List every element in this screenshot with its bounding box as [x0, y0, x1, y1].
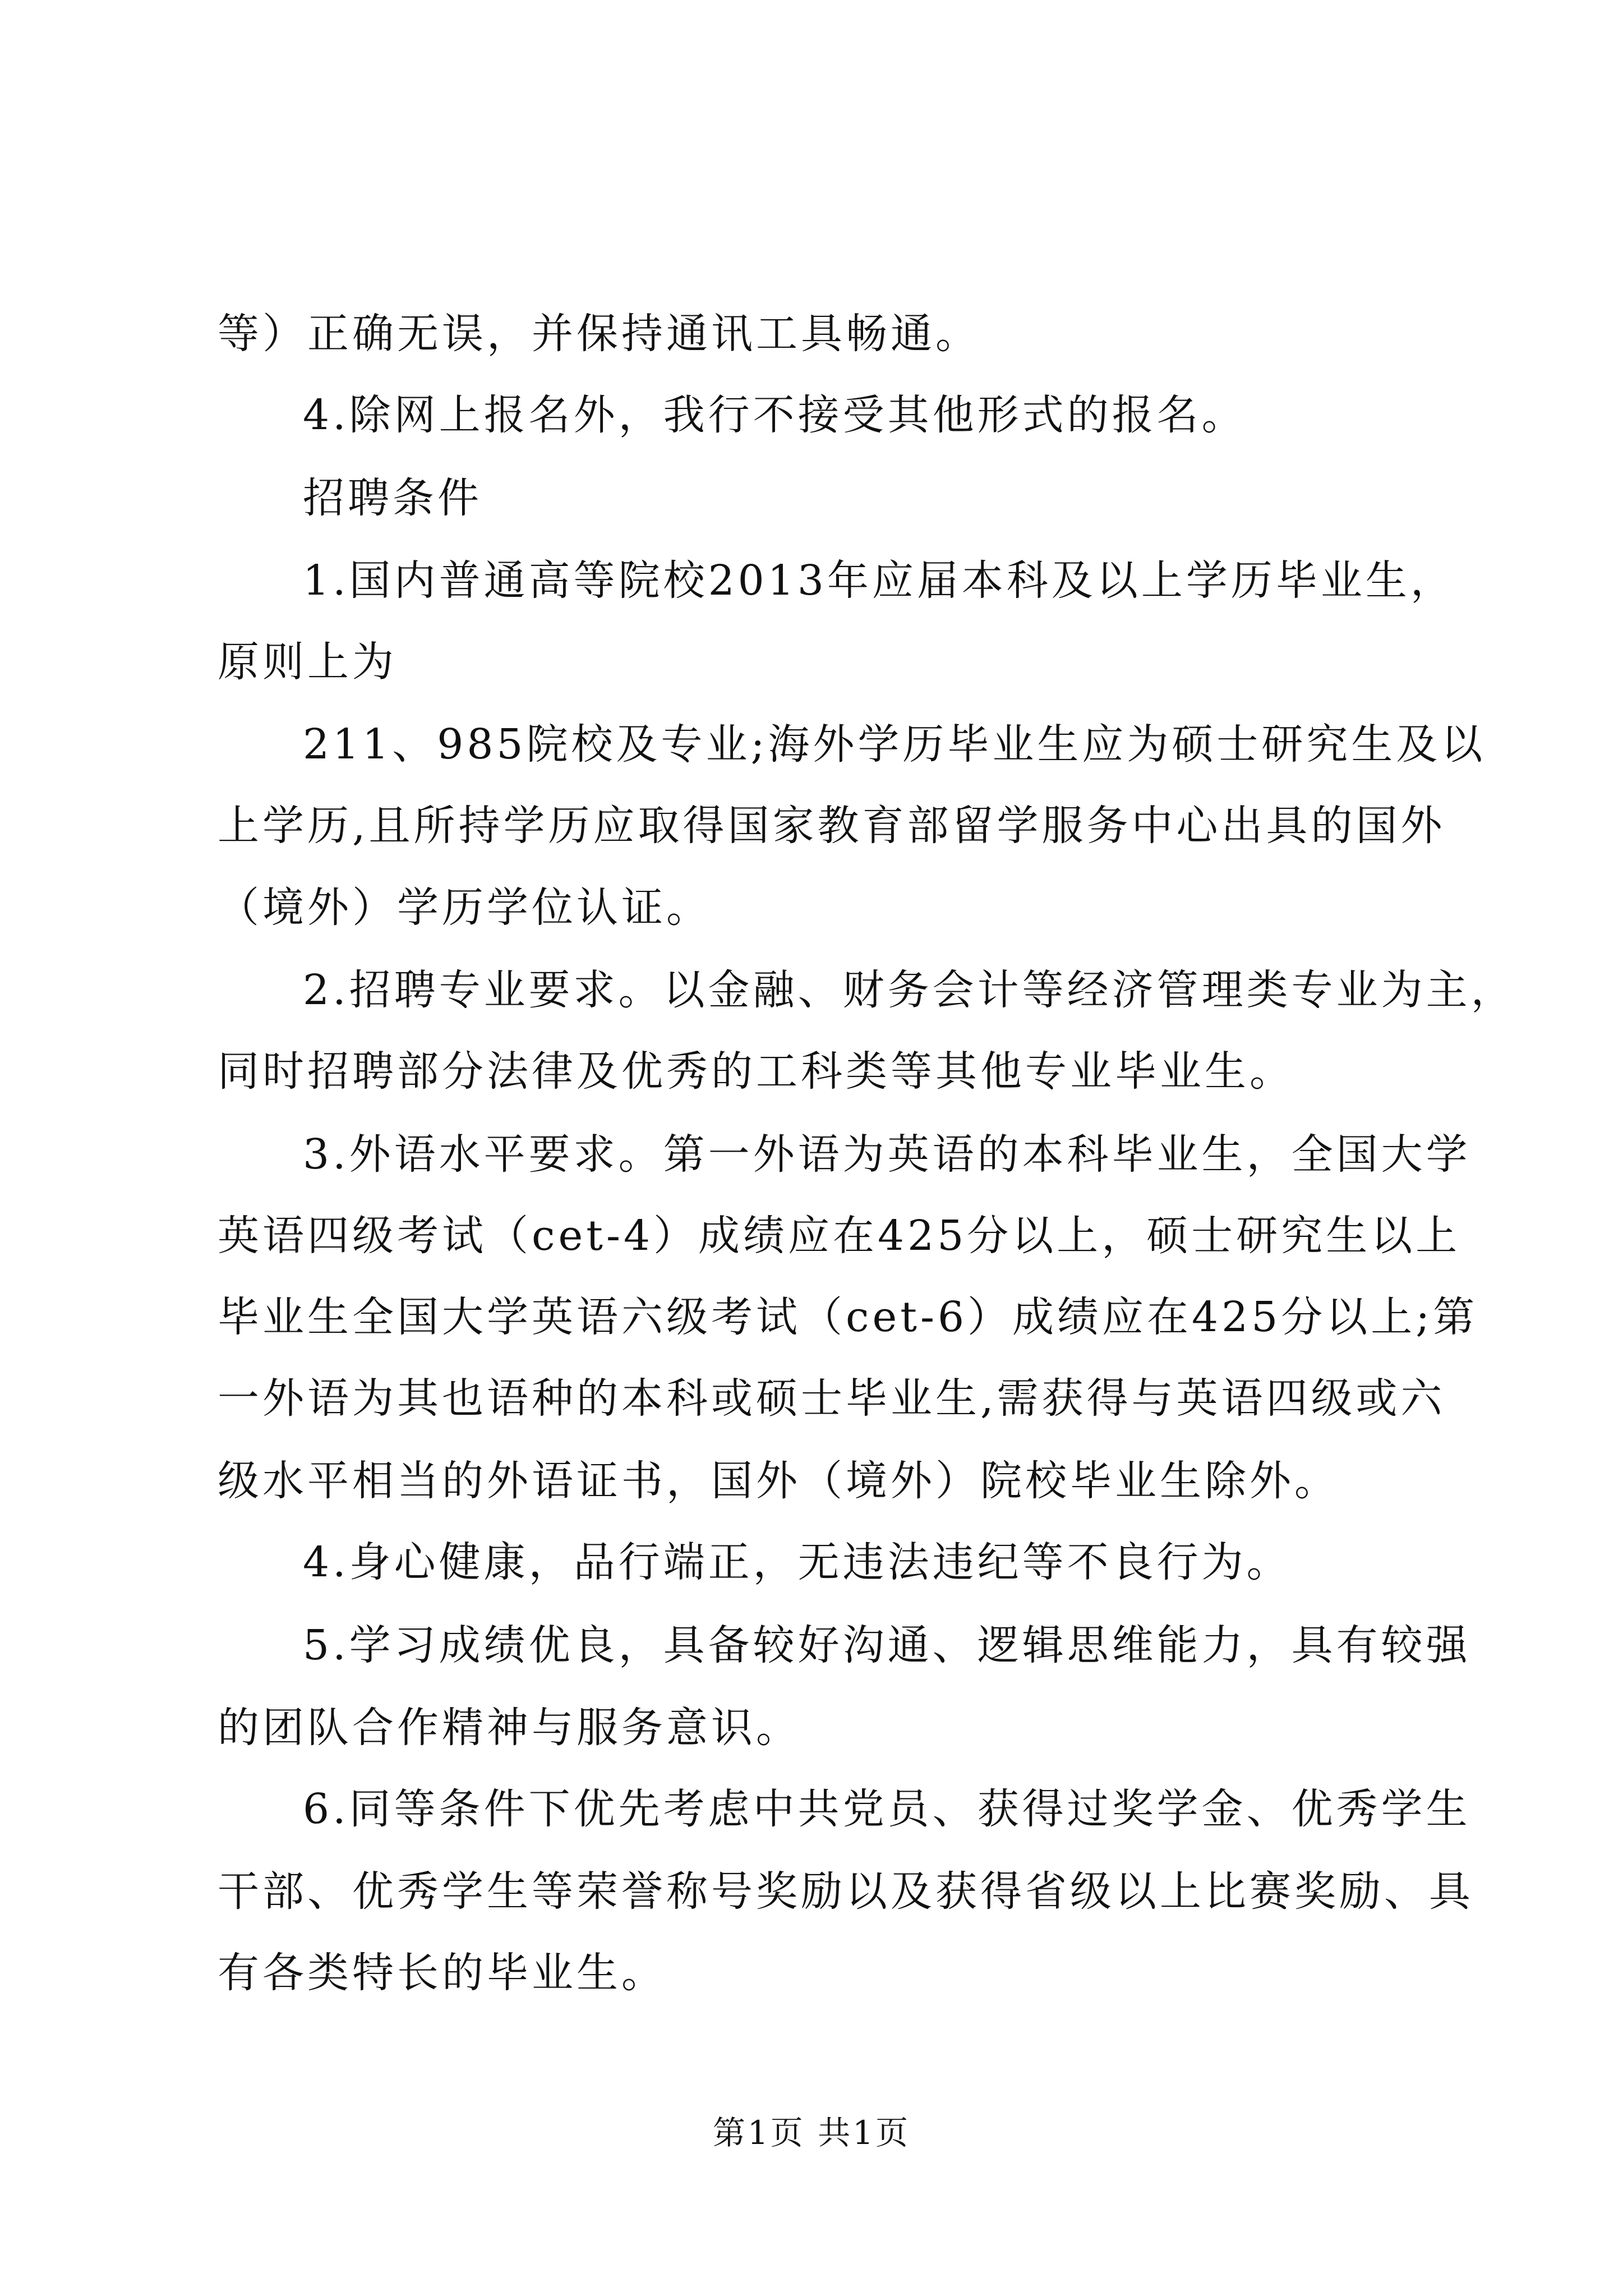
text-line: 英语四级考试（cet-4）成绩应在425分以上，硕士研究生以上 — [218, 1212, 1461, 1260]
text-line: 1.国内普通高等院校2013年应届本科及以上学历毕业生， — [303, 556, 1455, 605]
text-line: 2.招聘专业要求。以金融、财务会计等经济管理类专业为主， — [303, 966, 1516, 1014]
text-line: 4.除网上报名外，我行不接受其他形式的报名。 — [303, 391, 1247, 439]
text-line: 5.学习成绩优良，具备较好沟通、逻辑思维能力，具有较强 — [303, 1621, 1471, 1669]
section-heading: 招聘条件 — [303, 474, 482, 522]
text-line: 干部、优秀学生等荣誉称号奖励以及获得省级以上比赛奖励、具 — [218, 1867, 1474, 1916]
text-line: 有各类特长的毕业生。 — [218, 1949, 666, 1997]
text-line: 211、985院校及专业;海外学历毕业生应为硕士研究生及以 — [303, 720, 1486, 769]
text-line: 级水平相当的外语证书，国外（境外）院校毕业生除外。 — [218, 1457, 1339, 1505]
text-line: （境外）学历学位认证。 — [218, 884, 711, 932]
text-line: 同时招聘部分法律及优秀的工科类等其他专业毕业生。 — [218, 1047, 1294, 1096]
text-line: 4.身心健康，品行端正，无违法违纪等不良行为。 — [303, 1538, 1292, 1586]
text-line: 上学历,且所持学历应取得国家教育部留学服务中心出具的国外 — [218, 802, 1446, 850]
text-line: 毕业生全国大学英语六级考试（cet-6）成绩应在425分以上;第 — [218, 1293, 1478, 1341]
text-line: 6.同等条件下优先考虑中共党员、获得过奖学金、优秀学生 — [303, 1785, 1471, 1833]
text-line: 一外语为其也语种的本科或硕士毕业生,需获得与英语四级或六 — [218, 1374, 1446, 1423]
text-line: 等）正确无误，并保持通讯工具畅通。 — [218, 310, 980, 358]
text-line: 原则上为 — [218, 638, 397, 686]
text-line: 3.外语水平要求。第一外语为英语的本科毕业生，全国大学 — [303, 1130, 1471, 1179]
page-footer: 第1页 共1页 — [712, 2114, 911, 2152]
text-line: 的团队合作精神与服务意识。 — [218, 1704, 801, 1752]
